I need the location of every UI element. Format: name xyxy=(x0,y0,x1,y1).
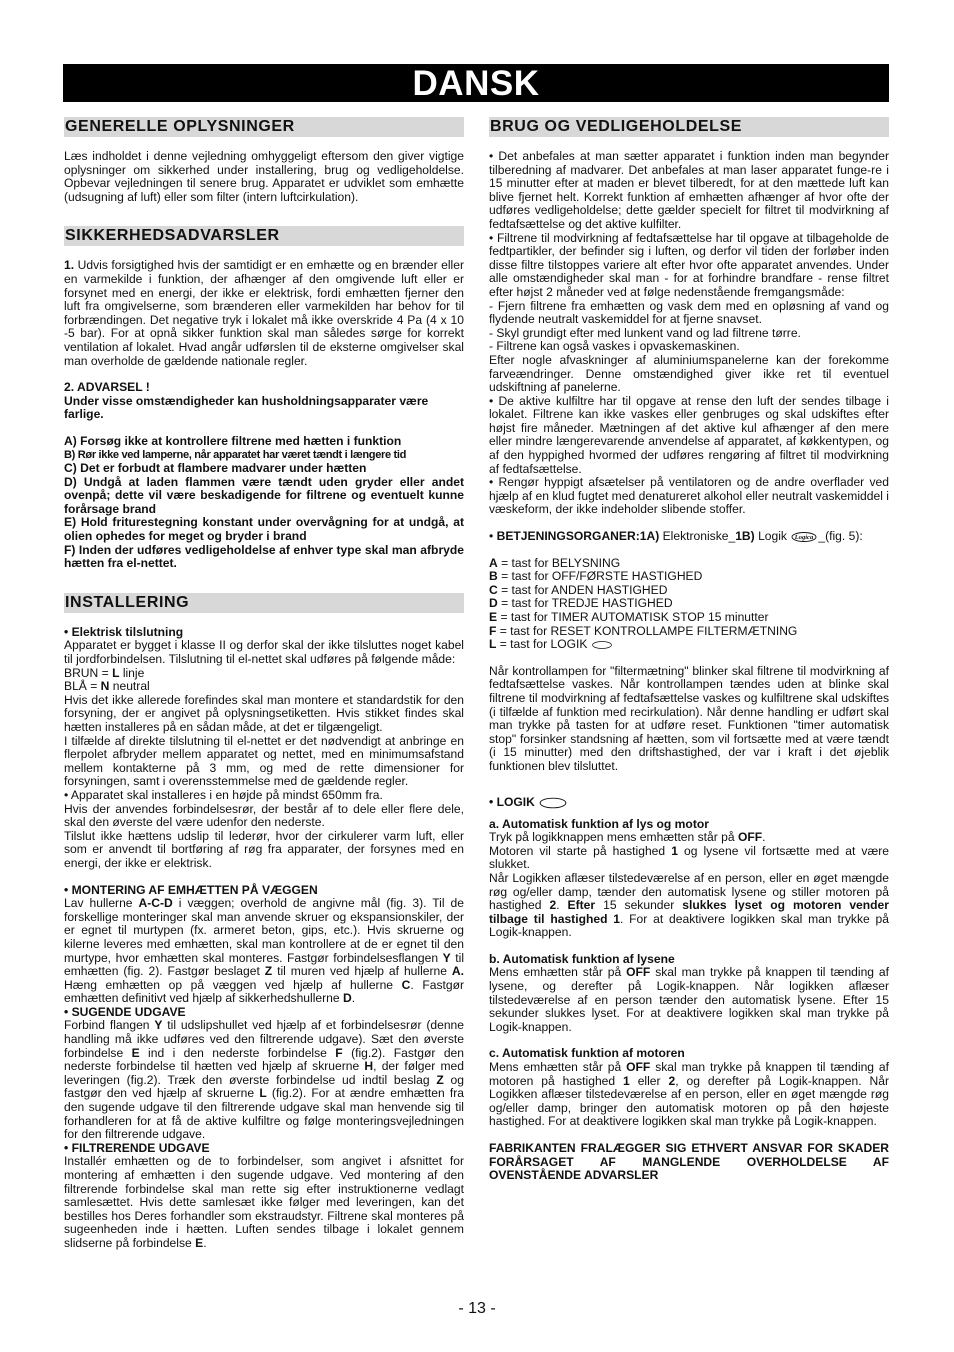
logic-a-text-3: Når Logikken aflæser tilstedeværelse af en person, eller en øget mængde røg og/eller damp, tænder den automatisk lysene og stiller motoren på hastighed 2. Efter 15 sekunder slukkes lyset og motoren vender tilbage til hastighed 1. For at deaktivere logikken skal man trykke på Logik-knappen. xyxy=(489,870,889,940)
key-item: B = tast for OFF/FØRSTE HASTIGHED xyxy=(489,569,703,584)
key-item: C = tast for ANDEN HASTIGHED xyxy=(489,582,668,597)
mounting-text: Lav hullerne A-C-D i væggen; overhold de angivne mål (fig. 3). Til de forskellige monteringer skal man anvende skruer og ekspansionskiler, der er egnet til murtypen (fx. armeret beton, gips, etc.). Hvis skruerne og kilerne leveres med emhætten, skal man kontrollere at de er egnet til den murtype, hvor emhætten skal monteres. Fastgør forbindelsesflangen Y til emhætten (fig. 2). Fastgør beslaget Z til muren ved hjælp af hullerne A. Hæng emhætten op på væggen ved hjælp af hullerne C. Fastgør emhætten definitivt ved hjælp af sikkerhedshullerne D. xyxy=(64,896,465,1006)
electrical-text-2: Hvis det ikke allerede forefindes skal man montere et standardstik for den forsyning, der er angivet på oplysningsetiketten. Hvis stikket findes skal hætten installeres på en sådan måde, at det er tilgængeligt. xyxy=(64,692,464,734)
general-text: Læs indholdet i denne vejledning omhyggeligt eftersom den giver vigtige oplysninger om sikkerhed under installering, brug og vedligeholdelse. Opbevar vejledningen til senere brug. Apparatet er udviklet som emhætte (udsugning af luft) eller som filter (intern luftcirkulation). xyxy=(64,149,464,204)
page-number: - 13 - xyxy=(458,1300,496,1317)
use-text-3: • De aktive kulfiltre har til opgave at rense den luft der sendes tilbage i lokalet. Filtrene kan ikke vaskes eller genbruges og skal udskiftes efter højst fire måneder. Mætningen af det aktive kul afhænger af den mere eller mindre længerevarende anvendelse af apparatet, af køkkentypen, og af den hyppighed hvormed der udføres rengøring af filtret til modvirkning af fedtafsættelse. xyxy=(489,393,889,476)
wire-blue: BLÅ = N neutral xyxy=(64,679,150,694)
logica-logo-icon xyxy=(591,640,613,650)
electrical-text-4: • Apparatet skal installeres i en højde på mindst 650mm fra. xyxy=(64,787,383,802)
key-item: D = tast for TREDJE HASTIGHED xyxy=(489,596,673,611)
logica-logo-icon xyxy=(538,796,568,810)
warning-f: F) Inden der udføres vedligeholdelse af enhver type skal man afbryde hætten fra el-nettet. xyxy=(64,542,464,571)
section-title-safety: SIKKERHEDSADVARSLER xyxy=(64,226,464,246)
logic-b-text: Mens emhætten står på OFF skal man trykke på knappen til tænding af lysene, og derefter på Logik-knappen. Når logikken aflæser tilstedeværelse af en person tænder den automatisk lysene. Efter 15 sekunder slukkes lyset. For at deaktivere logikken skal man trykke på Logik-knappen. xyxy=(489,965,889,1034)
use-text-4: • Rengør hyppigt afsætelser på ventilatoren og de andre overflader ved hjælp af en klud fugtet med denatureret alkohol eller neutralt vaskemiddel i væskeform, der ikke indeholder slibende stoffer. xyxy=(489,475,889,517)
key-item: F = tast for RESET KONTROLLAMPE FILTERMÆTNING xyxy=(489,623,798,638)
electrical-text-6: Tilslut ikke hættens udslip til lederør, hvor der cirkulerer varm luft, eller som er anvendt til bortføring af røg fra apparater, der forsynes med en energi, der ikke er elektrisk. xyxy=(64,828,464,870)
electrical-text: Apparatet er bygget i klasse II og derfor skal der ikke tilsluttes noget kabel til jordforbindelsen. Tilslutning til el-nettet skal udføres på følgende måde: xyxy=(64,638,464,667)
use-text-2a: - Fjern filtrene fra emhætten og vask dem med en opløsning af vand og flydende neutralt vaskemiddel for at fjerne snavset. xyxy=(489,298,889,327)
logic-b-title: b. Automatisk funktion af lysene xyxy=(489,951,675,966)
svg-text:Logica: Logica xyxy=(795,533,814,541)
wire-brown: BRUN = L linje xyxy=(64,665,145,680)
left-column xyxy=(64,117,464,1251)
use-text-1: • Det anbefales at man sætter apparatet i funktion inden man begynder tilberedning af madvarer. Det anbefales at man laser apparatet funge-re i 15 minutter efter at maden er blevet tilberedt, for at den mættede luft kan blive fjernet helt. Korrekt funktion af emhætten afhænger af hvor ofte der udføres vedligeholdelse; dette gælder specielt for filtret til modvirkning af fedtafsættelse og det aktive kulfilter. xyxy=(489,149,889,231)
disclaimer: FABRIKANTEN FRALÆGGER SIG ETHVERT ANSVAR FOR SKADER FORÅRSAGET AF MANGLENDE OVERHOLDELSE AF OVENSTÅENDE ADVARSLER xyxy=(489,1141,889,1183)
electrical-title: • Elektrisk tilslutning xyxy=(64,624,184,639)
safety-point-1: 1. Udvis forsigtighed hvis der samtidigt er en emhætte og en brænder eller en varmekilde i funktion, der afhænger af den omgivende luft eller er forsynet med en energi, der ikke er elektrisk, fordi emhætten fjerner den luft fra omgivelserne, som brænderen eller varmekilden har behov for til forbrændingen. Det negative tryk i lokalet må ikke overskride 4 Pa (4 x 10 -5 bar). For at opnå sikker funktion skal man således sørge for korrekt ventilation af lokalet. Hvad angår udførslen til de eksterne omgivelser skal man overholde de gældende nationale regler. xyxy=(64,258,464,368)
use-text-2: • Filtrene til modvirkning af fedtafsættelse har til opgave at tilbageholde de fedtpartikler, der befinder sig i luften, og derfor vil tiden der forløber inden disse filtre tilstoppes variere alt efter hvor ofte apparatet anvendes. Under alle omstændigheder skal man - for at forhindre brandfare - rense filtret efter højst 2 måneder ved at følge nedenstående fremgangsmåde: xyxy=(489,230,889,299)
section-title-installation: INSTALLERING xyxy=(64,593,464,613)
mounting-title: • MONTERING AF EMHÆTTEN PÅ VÆGGEN xyxy=(64,882,318,897)
use-text-2b: - Skyl grundigt efter med lunkent vand og lad filtrene tørre. xyxy=(489,325,801,340)
key-item: E = tast for TIMER AUTOMATISK STOP 15 minutter xyxy=(489,610,769,624)
warning-b: B) Rør ikke ved lamperne, når apparatet har været tændt i længere tid xyxy=(64,448,407,461)
key-item: A = tast for BELYSNING xyxy=(489,555,621,570)
logic-c-title: c. Automatisk funktion af motoren xyxy=(489,1046,685,1061)
warning-d: D) Undgå at laden flammen være tændt uden gryder eller andet ovenpå; dette vil være beskadigende for filtrene og eventuelt kunne forårsage brand xyxy=(64,474,464,516)
electrical-text-3: I tilfælde af direkte tilslutning til el-nettet er det nødvendigt at anbringe en flerpolet afbryder mellem apparatet og nettet, med en minimumsafstand mellem kontakterne på 3 mm, og med de rette dimensioner for forsyningen, samt i overensstemmelse med de gældende regler. xyxy=(64,733,464,789)
logic-a-text-2: Motoren vil starte på hastighed 1 og lysene vil fortsætte med at være slukket. xyxy=(489,843,889,872)
logic-a-text-1: Tryk på logikknappen mens emhætten står på OFF. xyxy=(489,830,766,845)
warning-c: C) Det er forbudt at flambere madvarer under hætten xyxy=(64,461,367,476)
use-text-2d: Efter nogle afvaskninger af aluminiumspanelerne kan der forekomme farveændringer. Denne omstændighed giver ikke ret til eventuel udskiftning af panelerne. xyxy=(489,352,889,395)
warning-e: E) Hold friturestegning konstant under overvågning for at undgå, at olien ophedes for meget og bryder i brand xyxy=(64,515,464,544)
suction-title: • SUGENDE UDGAVE xyxy=(64,1004,186,1019)
key-list xyxy=(489,557,889,652)
controls-heading: • BETJENINGSORGANER:1A) Elektroniske_1B) Logik Logica _(fig. 5): xyxy=(489,529,863,544)
logic-title: • LOGIK xyxy=(489,796,889,810)
use-text-2c: - Filtrene kan også vaskes i opvaskemaskinen. xyxy=(489,339,740,354)
warning-a: A) Forsøg ikke at kontrollere filtrene med hætten i funktion xyxy=(64,433,402,448)
warning-title: 2. ADVARSEL ! xyxy=(64,380,150,395)
electrical-text-5: Hvis der anvendes forbindelsesrør, der består af to dele eller flere dele, skal den øverste del være udenfor den nederste. xyxy=(64,801,464,830)
filter-title: • FILTRERENDE UDGAVE xyxy=(64,1140,210,1155)
section-title-use-maintenance: BRUG OG VEDLIGEHOLDELSE xyxy=(489,117,889,137)
right-column xyxy=(489,117,889,1183)
warning-text: Under visse omstændigheder kan husholdningsapparater være farlige. xyxy=(64,393,429,422)
language-banner: DANSK xyxy=(63,64,889,102)
logica-logo-icon xyxy=(790,531,818,543)
filter-lamp-text: Når kontrollampen for "filtermætning" blinker skal filtrene til modvirkning af fedtafsættelse vaskes. Når kontrollampen tændes uden at blinke skal filtrene til modvirkning af fedtafsættelse vaskes og kulfiltrene skal udskiftes (i tilfælde af funktion med recirkulation). Når denne handling er udført skal man trykke på tasten for at udføre reset. Funktionen "timer automatisk stop" forsinker standsning af hætten, som vil fortsætte med at være tændt (i 15 minutter) med den driftshastighed, der var i kraft i det øjeblik funktionen blev tilsluttet. xyxy=(489,663,889,773)
logic-c-text: Mens emhætten står på OFF skal man trykke på knappen til tænding af motoren på hastighed 1 eller 2, og derefter på Logik-knappen. Når Logikken aflæser tilstedeværelse af en person, eller en øget mængde røg og/eller damp, bringer den automatisk motoren op på den højeste hastighed. For at deaktivere logikken skal man trykke på Logik-knappen. xyxy=(489,1060,889,1129)
filter-text: Installér emhætten og de to forbindelser, som angivet i afsnittet for montering af emhætten i den sugende udgave. Ved montering af den filtrerende forbindelse skal man rette sig efter instruktionerne vedlagt samlesættet. Hvis dette samlesæt ikke følger med leveringen, kan det bestilles hos Deres forhandler som ekstraudstyr. Filtrene skal monteres på sugeenheden inde i hætten. Luften sendes tilbage i lokalet gennem slidserne på forbindelse E. xyxy=(64,1154,464,1250)
suction-text: Forbind flangen Y til udslipshullet ved hjælp af et forbindelsesrør (denne handling må ikke udføres ved den filtrerende udgave). Sæt den øverste forbindelse E ind i den nederste forbindelse F (fig.2). Fastgør den nederste forbindelse til hætten ved hjælp af skruerne H, der følger med leveringen (fig.2). Træk den øverste forbindelse ud indtil beslag Z og fastgør den ved hjælp af skruerne L (fig.2). For at ændre emhætten fra den sugende udgave til den filtrerende udgave skal man henvende sig til forhandleren for at få de aktive kulfiltre og følge monteringsvejledningen for den filtrerende udgave. xyxy=(64,1018,465,1142)
logic-a-title: a. Automatisk funktion af lys og motor xyxy=(489,816,709,831)
key-item: L = tast for LOGIK xyxy=(489,638,889,652)
section-title-general: GENERELLE OPLYSNINGER xyxy=(64,117,464,137)
